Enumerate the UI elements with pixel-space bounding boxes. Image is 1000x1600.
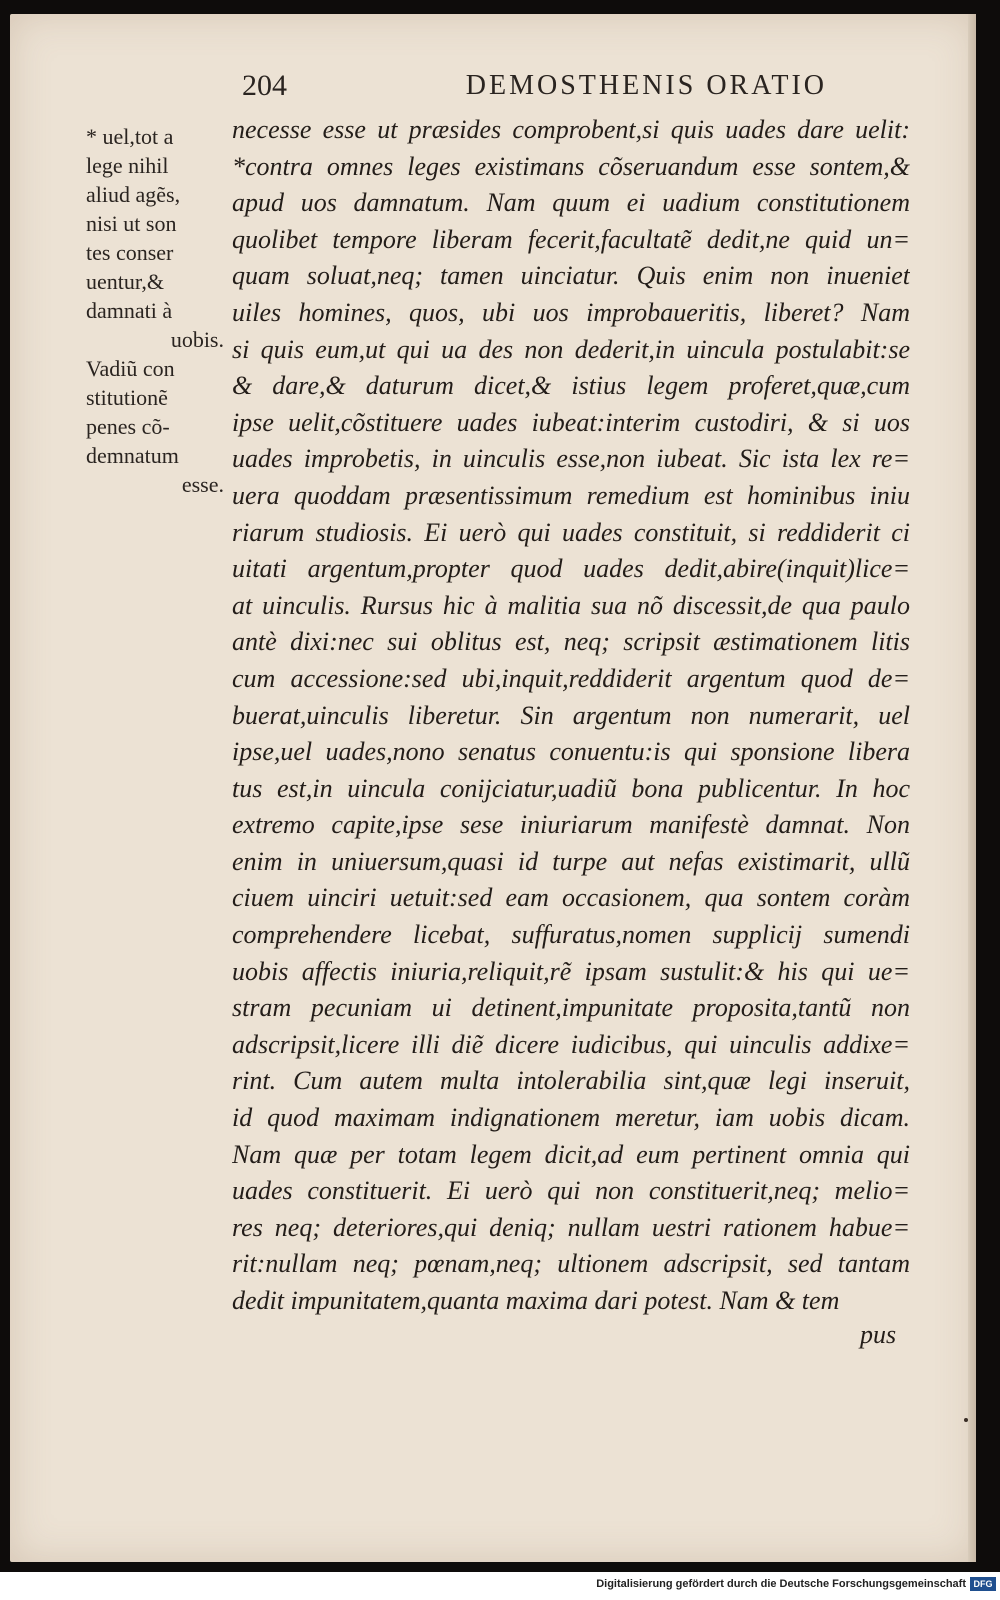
marginal-line: stitutionẽ bbox=[86, 385, 168, 410]
text-line: adscripsit,licere illi diẽ dicere iudicibus, qui uinculis addixe= bbox=[232, 1029, 910, 1059]
paper-speck bbox=[964, 1418, 968, 1422]
text-line: at uinculis. Rursus hic à malitia sua nõ discessit,de qua paulo bbox=[232, 590, 910, 620]
text-line: & dare,& daturum dicet,& istius legem proferet,quæ,cum bbox=[232, 371, 910, 401]
dfg-logo-icon: DFG bbox=[970, 1577, 996, 1591]
running-title: DEMOSTHENIS ORATIO bbox=[465, 70, 827, 101]
text-line: rit:nullam neq; pœnam,neq; ultionem adscripsit, sed tantam bbox=[232, 1249, 910, 1279]
marginal-line: uentur,& bbox=[86, 269, 164, 294]
marginal-line: uobis. bbox=[170, 327, 224, 352]
text-line: ipse,uel uades,nono senatus conuentu:is qui sponsione libera bbox=[232, 737, 910, 767]
text-line: rint. Cum autem multa intolerabilia sint,quæ legi inseruit, bbox=[232, 1066, 910, 1096]
text-line: si quis eum,ut qui ua des non dederit,in uincula postulabit:se bbox=[232, 334, 910, 364]
text-line: uades improbetis, in uinculis esse,non iubeat. Sic ista lex re= bbox=[232, 444, 910, 474]
page-number: 204 bbox=[242, 69, 287, 102]
text-line: uitati argentum,propter quod uades dedit,abire(inquit)lice= bbox=[232, 554, 910, 584]
marginal-line: Vadiũ con bbox=[86, 356, 175, 381]
text-line: necesse esse ut præsides comprobent,si quis uades dare uelit: bbox=[232, 115, 910, 144]
footer-credit: Digitalisierung gefördert durch die Deutsche Forschungsgemeinschaft bbox=[596, 1578, 966, 1590]
text-line: buerat,uinculis liberetur. Sin argentum non numerarit, uel bbox=[232, 700, 910, 730]
text-line: uades constituerit. Ei uerò qui non constituerit,neq; melio= bbox=[232, 1176, 910, 1206]
marginal-line: tes conser bbox=[86, 240, 174, 265]
page-edge bbox=[968, 14, 976, 1562]
catchword: pus bbox=[860, 1320, 897, 1349]
marginal-line: nisi ut son bbox=[86, 211, 177, 236]
marginal-note bbox=[86, 122, 224, 499]
marginal-line: aliud agẽs, bbox=[86, 182, 181, 207]
footer-bar bbox=[0, 1572, 1000, 1600]
text-line: cum accessione:sed ubi,inquit,reddiderit argentum quod de= bbox=[232, 663, 910, 693]
text-line: id quod maximam indignationem meretur, iam uobis dicam. bbox=[232, 1103, 910, 1133]
marginal-line: damnati à bbox=[86, 298, 173, 323]
text-line: enim in uniuersum,quasi id turpe aut nefas existimarit, ullũ bbox=[232, 846, 910, 876]
text-line: riarum studiosis. Ei uerò qui uades constituit, si reddiderit ci bbox=[232, 517, 910, 547]
running-head bbox=[232, 66, 827, 106]
text-line: dedit impunitatem,quanta maxima dari potest. Nam & tem bbox=[232, 1286, 840, 1315]
text-line: res neq; deteriores,qui deniq; nullam uestri rationem habue= bbox=[232, 1212, 910, 1242]
text-line: quam soluat,neq; tamen uinciatur. Quis enim non inueniet bbox=[232, 261, 910, 291]
text-line: *contra omnes leges existimans cõseruandum esse sontem,& bbox=[232, 151, 910, 181]
marginal-line: lege nihil bbox=[86, 153, 169, 178]
text-line: ipse uelit,cõstituere uades iubeat:interim custodiri, & si uos bbox=[232, 407, 910, 437]
text-line: comprehendere licebat, suffuratus,nomen supplicij sumendi bbox=[232, 920, 910, 950]
marginal-line: esse. bbox=[181, 472, 224, 497]
text-line: tus est,in uincula conijciatur,uadiũ bona publicentur. In hoc bbox=[232, 773, 910, 803]
text-line: stram pecuniam ui detinent,impunitate proposita,tantũ non bbox=[232, 993, 910, 1023]
marginal-line: penes cõ- bbox=[86, 414, 170, 439]
text-line: Nam quæ per totam legem dicit,ad eum pertinent omnia qui bbox=[232, 1139, 910, 1169]
text-line: uiles homines, quos, ubi uos improbaueritis, liberet? Nam bbox=[232, 297, 910, 327]
text-line: antè dixi:nec sui oblitus est, neq; scripsit æstimationem litis bbox=[232, 627, 910, 657]
marginal-line: demnatum bbox=[86, 443, 179, 468]
marginal-line: * uel,tot a bbox=[86, 124, 174, 149]
text-line: quolibet tempore liberam fecerit,facultatẽ dedit,ne quid un= bbox=[232, 224, 910, 254]
body-text bbox=[232, 112, 910, 1320]
text-line: uera quoddam præsentissimum remedium est hominibus iniu bbox=[232, 480, 910, 510]
text-line: extremo capite,ipse sese iniuriarum manifestè damnat. Non bbox=[232, 810, 910, 840]
text-line: ciuem uinciri uetuit:sed eam occasionem, qua sontem coràm bbox=[232, 883, 910, 913]
text-line: uobis affectis iniuria,reliquit,rẽ ipsam sustulit:& his qui ue= bbox=[232, 956, 910, 986]
text-line: apud uos damnatum. Nam quum ei uadium constitutionem bbox=[232, 188, 910, 218]
